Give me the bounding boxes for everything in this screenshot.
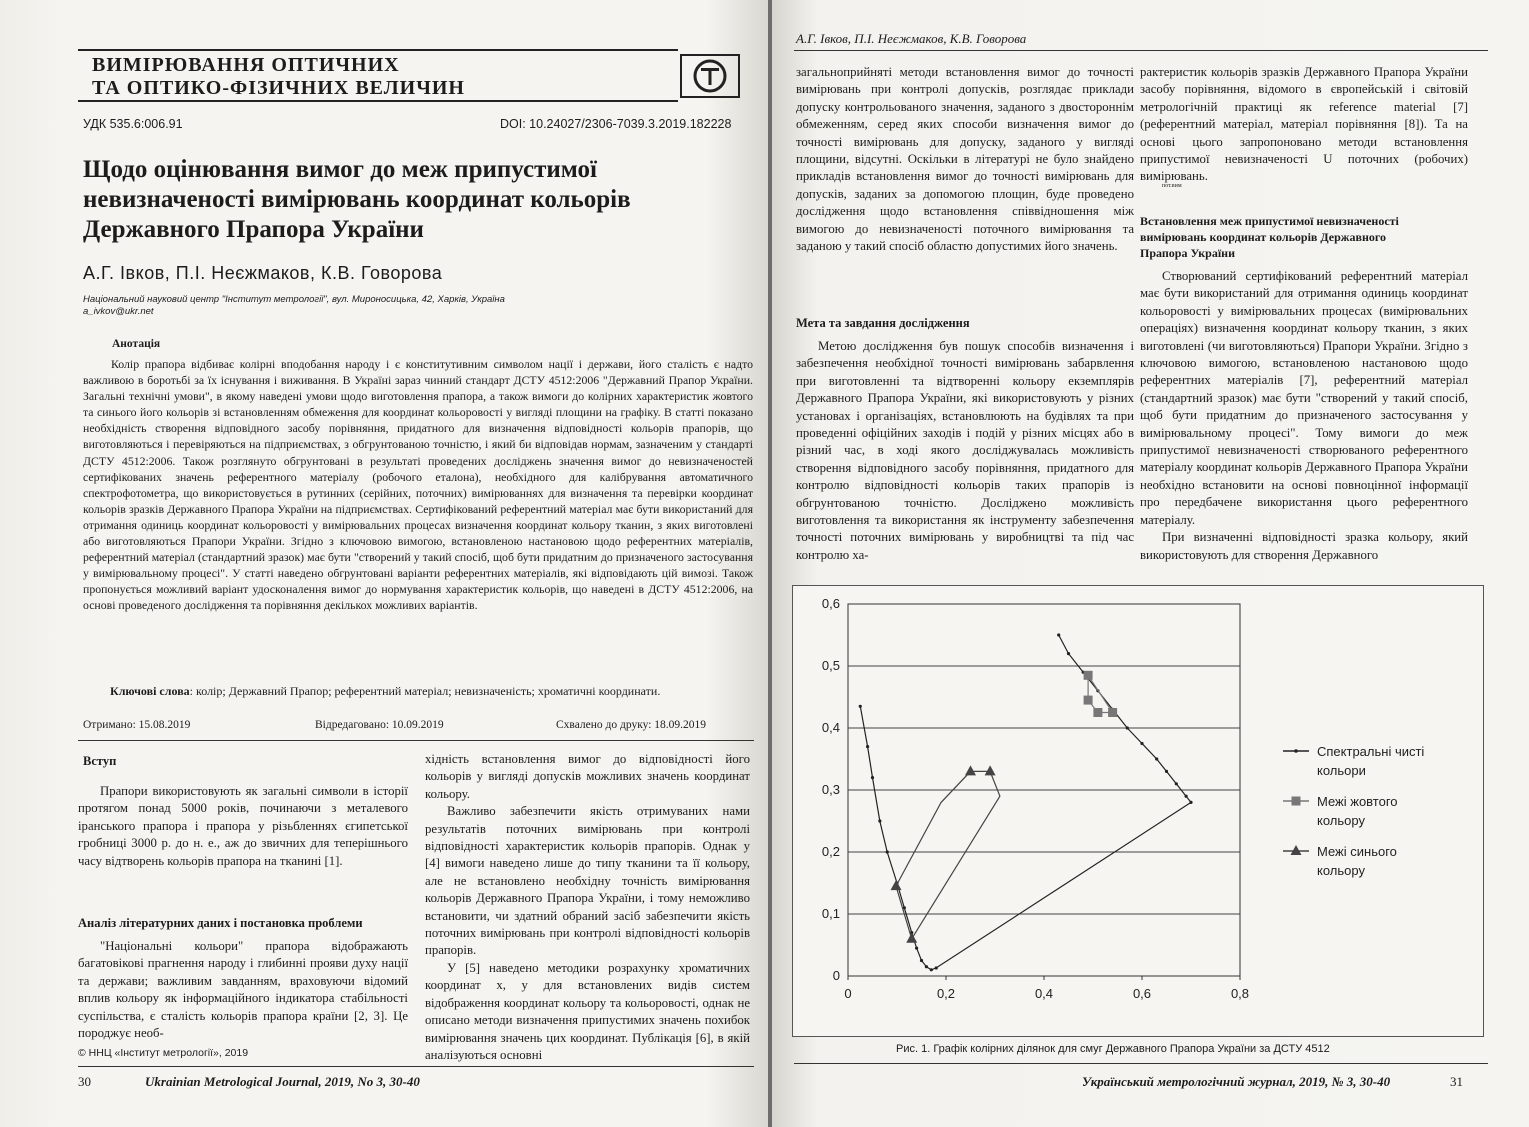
right-col1-paragraph1: загальноприйняті методи встановлення вимог до точності вимірювань при контролі допусків, розглядає приклади допуску контрольованого значення, заданого з двостороннім обмеженням, серед яких способи визначення вимог до точності вимірювань для допуску, заданого у вигляді площини, відсутні. Оскільки в літературі не було знайдено прикладів встановлення вимог до точності вимірювань для допусків, заданих за допомогою площин, буде проведено дослідження щодо встановлення співвідношення між вимогою до невизначеності поточного вимірювання та заданою у такий спосіб областю допустимих його значень. — [796, 65, 1134, 254]
section-title-line2: ТА ОПТИКО-ФІЗИЧНИХ ВЕЛИЧИН — [92, 77, 465, 99]
legend-marker — [1294, 749, 1298, 753]
right-column1-goal — [796, 338, 1134, 564]
intro-text — [78, 783, 408, 870]
data-point — [935, 966, 938, 969]
footer-journal-right: Український метрологічний журнал, 2019, № 3, 30-40 — [1082, 1074, 1391, 1089]
authors: А.Г. Івков, П.І. Неєжмаков, К.В. Говорова — [83, 263, 443, 283]
data-point — [1189, 801, 1192, 804]
right-col2-paragraph3: При визначенні відповідності зразка кольору, який використовують для створення Державного — [1140, 530, 1468, 562]
data-point — [871, 776, 874, 779]
x-tick-label: 0,6 — [1132, 986, 1152, 1001]
y-tick-label: 0,6 — [821, 596, 840, 611]
article-title — [83, 155, 631, 245]
abstract-heading: Анотація — [112, 338, 161, 350]
y-tick-label: 0,5 — [821, 658, 840, 673]
legend-label: Межі синього кольору — [1317, 844, 1397, 878]
email: a_ivkov@ukr.net — [83, 306, 154, 317]
received-date: Отримано: 15.08.2019 — [83, 719, 191, 731]
lit-heading: Аналіз літературних даних і постановка проблеми — [78, 916, 363, 930]
sec2-heading-line3: Прапора України — [1140, 246, 1236, 260]
footer-rule — [78, 1066, 754, 1067]
figure-caption: Рис. 1. Графік колірних ділянок для смуг Державного Прапора України за ДСТУ 4512 — [896, 1043, 1330, 1055]
data-point — [965, 765, 976, 775]
data-point — [1140, 742, 1143, 745]
data-point — [1126, 726, 1129, 729]
legend-marker — [1292, 797, 1301, 806]
running-header: А.Г. Івков, П.І. Неєжмаков, К.В. Говорова — [796, 31, 1027, 46]
footer-journal: Ukrainian Metrological Journal, 2019, No 3, 30-40 — [145, 1074, 420, 1089]
abstract-paragraph: Колір прапора відбиває колірні вподобання народу і є конститутивним символом нації і держави, його сталість є надто важливою в боротьбі за їх існування і виживання. В Україні зараз чинний стандарт ДСТУ 4512:2006 "Державний Прапор України. Загальні технічні умови", в якому наведені умови щодо виготовлення прапора, а також вимоги до колірних характеристик жовтого та синього його кольорів зі встановленням обмеження для координат кольоровості у вигляді площини на графіку. В статті показано необхідність створення відповідного засобу порівняння, придатного для визначення відповідності кольорів прапорів, що виготовляються і перевіряються на підприємствах, з обгрунтованою точністю, і який би відповідав нормам, зазначеним у стандарті ДСТУ 4512:2006. Також розглянуто обгрунтовані в результаті проведених досліджень значення вимог до невизначеностей сертифікованих значень референтного матеріалу (робочого еталона), необхідного для калібрування автоматичного спектрофотометра, що використовується в рутинних (серійних, поточних) вимірюваннях для визначення та перевірки координат кольорів зразків Державного Прапора України на підприємствах. Сертифікований референтний матеріал має бути використаний для отримання одиниць координат кольоровості у вимірювальних процесах визначення координат кольору тканин, з яких виготовлені або виготовляються Прапори України. Згідно з ключовою вимогою, встановленою настановою щодо референтних матеріалів, референтний матеріал (стандартний зразок) має бути "створений у такий спосіб, щоб бути придатним до призначеного застосування у вимірювальному процесі". У статті наведено обгрунтовані варіанти референтних матеріалів, які відповідають цій вимозі. Також пропонується можливий варіант удосконалення вимог до нормування характеристик кольорів, що наведені в ДСТУ 4512:2006, на основі проведеного дослідження та порівняння декількох можливих варіантів. — [83, 357, 753, 613]
data-point — [1185, 795, 1188, 798]
copyright: © ННЦ «Інститут метрології», 2019 — [78, 1047, 249, 1059]
data-point — [1093, 708, 1102, 717]
y-tick-label: 0,2 — [821, 844, 840, 859]
right-col1-paragraph2: Метою дослідження був пошук способів визначення і забезпечення необхідної точності вимірювань забарвлення при виготовленні та відтворенні кольору екземплярів Державного Прапора України, які використовують у різних установах і організаціях, встановлюють на будівлях та при проведенні офіційних заходів і подій у різних місцях або в різний час, в ході якого досліджувалась можливість створення відповідного засобу порівняння, придатного для контролю відповідності кольорів таких прапорів із обгрунтованою точністю. Досліджено можливість виготовлення та використання як інструменту забезпечення точності поточних вимірювань у виробництві та під час контролю ха- — [796, 339, 1134, 562]
sec2-heading — [1140, 213, 1399, 261]
y-tick-label: 0,4 — [821, 720, 840, 735]
section-rule-bottom — [78, 100, 678, 102]
data-point — [1084, 696, 1093, 705]
data-point — [891, 880, 902, 890]
keywords — [110, 684, 660, 699]
section-title-line1: ВИМІРЮВАННЯ ОПТИЧНИХ — [92, 54, 400, 76]
footer-page-number-right: 31 — [1450, 1074, 1463, 1089]
right-column2-sec2 — [1140, 268, 1468, 564]
series-line — [860, 635, 1191, 970]
data-point — [1067, 652, 1070, 655]
x-tick-label: 0 — [844, 986, 852, 1001]
x-tick-label: 0,4 — [1034, 986, 1054, 1001]
goal-heading: Мета та завдання дослідження — [796, 316, 970, 330]
data-point — [1108, 708, 1117, 717]
data-point — [1057, 633, 1060, 636]
data-point — [886, 850, 889, 853]
right-page — [772, 0, 1529, 1127]
footer-page-number: 30 — [78, 1074, 91, 1089]
legend-marker — [1291, 845, 1302, 855]
approved-date: Схвалено до друку: 18.09.2019 — [556, 719, 707, 731]
right-column2 — [1140, 64, 1468, 186]
col2-paragraph2: Важливо забезпечити якість отримуваних нами результатів поточних вимірювань при контролі відповідності характеристик кольорів прапорів. Однак у [4] вимоги наведено лише до типу тканини та її кольору, але не встановлено необхідну точність вимірювання кольорів Державного Прапора України, і тому неможливо встановити, чи здатний обраний засіб забезпечити якість поточних вимірювань при контролі відповідності кольорів прапорів. — [425, 804, 750, 958]
y-tick-label: 0,1 — [821, 906, 840, 921]
data-point — [1165, 770, 1168, 773]
udk: УДК 535.6:006.91 — [83, 117, 183, 131]
right-col2-paragraph1: рактеристик кольорів зразків Державного Прапора України засобу порівняння, відомого в європейській і світовій метрологічній практиці як reference material [7] (референтний матеріал, матеріал порівняння [8]). Та на основі цього запропоновано методи встановлення припустимої невизначеності U поточних (робочих) вимірювань. — [1140, 65, 1468, 184]
data-point — [906, 933, 917, 943]
sec2-heading-line2: вимірювань координат кольорів Державного — [1140, 230, 1387, 244]
intro-heading: Вступ — [83, 754, 117, 768]
keywords-text: : колір; Державний Прапор; референтний матеріал; невизначеність; хроматичні координати. — [189, 684, 661, 698]
lit-text — [78, 938, 408, 1042]
sec2-heading-line1: Встановлення меж припустимої невизначеності — [1140, 214, 1399, 228]
header-rule — [794, 50, 1488, 51]
legend-label: Межі жовтого кольору — [1317, 794, 1398, 828]
journal-logo-icon — [680, 54, 740, 98]
abstract-text — [83, 356, 753, 614]
data-point — [1155, 757, 1158, 760]
left-column2 — [425, 751, 750, 1064]
x-tick-label: 0,2 — [936, 986, 956, 1001]
col2-paragraph3: У [5] наведено методики розрахунку хроматичних координат x, y для встановлених видів систем відображення координат кольору та кольоровості, однак не описано методи визначення припустимих значень похибок вимірювання значень цих координат. Публікація [6], в якій аналізуються основні — [425, 960, 750, 1062]
data-point — [878, 819, 881, 822]
section-rule-top — [78, 49, 678, 51]
x-tick-label: 0,8 — [1230, 986, 1250, 1001]
edited-date: Відредаговано: 10.09.2019 — [315, 719, 444, 731]
data-point — [930, 968, 933, 971]
data-point — [920, 959, 923, 962]
u-subscript: пот.вим — [1162, 183, 1182, 189]
doi: DOI: 10.24027/2306-7039.3.2019.182228 — [500, 117, 732, 131]
legend-label: Спектральні чисті кольори — [1317, 744, 1425, 778]
chromaticity-chart — [793, 586, 1483, 1036]
keywords-label: Ключові слова — [110, 684, 190, 698]
affiliation: Національний науковий центр "Інститут метрології", вул. Мироносицька, 42, Харків, Україна — [83, 294, 505, 305]
lit-paragraph: "Національні кольори" прапора відображають багатовікові прагнення народу і глибинні прояви духу нації та держави; важливим завданням, враховуючи відомий вплив кольору як інформаційного індикатора стабільності суспільства, є сталість кольорів прапора країни [2, 3]. Це породжує необ- — [78, 939, 408, 1041]
col2-paragraph1: хідність встановлення вимог до відповідності його кольорів у вигляді допусків можливих значень координат кольору. — [425, 752, 750, 801]
title-line3: Державного Прапора України — [83, 216, 424, 243]
right-col2-paragraph2: Створюваний сертифікований референтний матеріал має бути використаний для отримання одиниць координат кольоровості у вимірювальних процесах (вимірювальних операціях) визначення координат кольору тканин, з яких виготовлені (чи виготовляються) Прапори України. Згідно з ключовою вимогою, встановленою настановою щодо референтних матеріалів [7], референтний матеріал (стандартний зразок) має бути "створений у такий спосіб, щоб бути придатним до призначеного застосування у вимірювальному процесі". Тому вимоги до меж припустимої невизначеності створюваного референтного матеріалу координат кольорів Державного Прапора України необхідно встановити на основі повноцінної інформації про передбачене використання цього референтного матеріалу. — [1140, 269, 1468, 527]
data-point — [866, 745, 869, 748]
y-tick-label: 0,3 — [821, 782, 840, 797]
right-column1 — [796, 64, 1134, 255]
footer-rule-right — [794, 1063, 1488, 1064]
divider — [78, 740, 754, 741]
title-line1: Щодо оцінювання вимог до меж припустимої — [83, 156, 597, 183]
y-tick-label: 0 — [832, 968, 840, 983]
data-point — [915, 947, 918, 950]
data-point — [925, 965, 928, 968]
data-point — [985, 765, 996, 775]
title-line2: невизначеності вимірювань координат кольорів — [83, 186, 631, 213]
figure-frame — [792, 585, 1484, 1037]
data-point — [859, 705, 862, 708]
series-line — [1088, 675, 1113, 712]
data-point — [1175, 782, 1178, 785]
intro-paragraph: Прапори використовують як загальні символи в історії протягом понад 5000 років, починаючи з металевого іранського прапора і прапора у різьбленнях єгипетської гробниці 3000 р. до н. е., аж до звичних для теперішнього часу відтворень кольорів прапора на тканині [1]. — [78, 784, 408, 868]
data-point — [1084, 671, 1093, 680]
